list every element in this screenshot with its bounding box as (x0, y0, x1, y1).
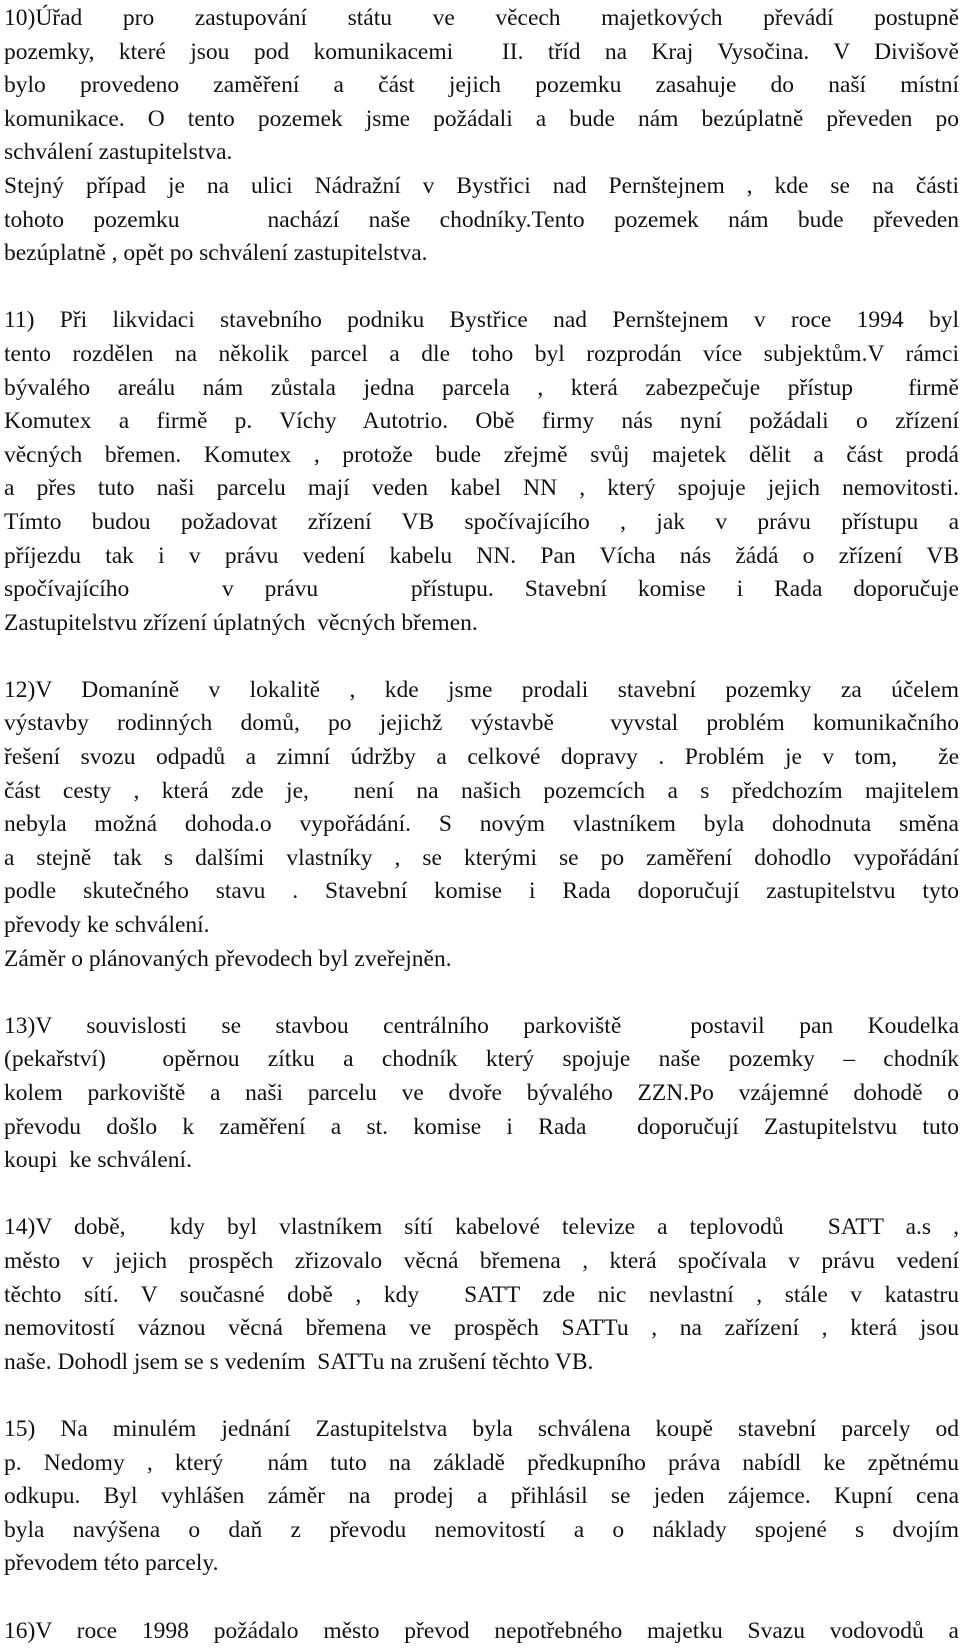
text-line: a stejně tak s dalšími vlastníky , se kterými se po zaměření dohodlo vypořádání (4, 844, 959, 871)
paragraph-item-10 (4, 2, 959, 271)
paragraph-spacer (4, 1581, 959, 1615)
text-line: Záměr o plánovaných převodech byl zveřejněn. (4, 945, 452, 972)
text-line: řešení svozu odpadů a zimní údržby a celkové dopravy . Problém je v tom, že (4, 744, 959, 771)
text-line: bývalého areálu nám zůstala jedna parcela , která zabezpečuje přístup firmě (4, 374, 959, 401)
paragraph-spacer (4, 1178, 959, 1212)
paragraph-item-13 (4, 1010, 959, 1178)
text-line: naše. Dohodl jsem se s vedením SATTu na zrušení těchto VB. (4, 1348, 594, 1375)
paragraph-item-14 (4, 1211, 959, 1379)
text-line: koupi ke schválení. (4, 1147, 192, 1174)
text-line: pozemky, které jsou pod komunikacemi II. tříd na Kraj Vysočina. V Divišově (4, 38, 959, 65)
text-line: nebyla možná dohoda.o vypořádání. S novým vlastníkem byla dohodnuta směna (4, 811, 959, 838)
text-line: 16)V roce 1998 požádalo město převod nepotřebného majetku Svazu vodovodů a (4, 1617, 959, 1644)
text-line: příjezdu tak i v právu vedení kabelu NN. Pan Vícha nás žádá o zřízení VB (4, 542, 959, 569)
paragraph-item-15 (4, 1413, 959, 1581)
text-line: tento rozdělen na několik parcel a dle toho byl rozprodán více subjektům.V rámci (4, 340, 959, 367)
text-line: podle skutečného stavu . Stavební komise i Rada doporučují zastupitelstvu tyto (4, 878, 959, 905)
text-line: tohoto pozemku nachází naše chodníky.Tento pozemek nám bude převeden (4, 206, 959, 233)
paragraph-spacer (4, 640, 959, 674)
text-line: Tímto budou požadovat zřízení VB spočívajícího , jak v právu přístupu a (4, 508, 959, 535)
text-line: Komutex a firmě p. Víchy Autotrio. Obě firmy nás nyní požádali o zřízení (4, 408, 959, 435)
text-line: nemovitostí váznou věcná břemena ve prospěch SATTu , na zařízení , která jsou (4, 1315, 959, 1342)
paragraph-spacer (4, 1379, 959, 1413)
text-line: 10)Úřad pro zastupování státu ve věcech majetkových převádí postupně (4, 5, 959, 31)
text-line: 15) Na minulém jednání Zastupitelstva byla schválena koupě stavební parcely od (4, 1415, 959, 1442)
text-line: spočívajícího v právu přístupu. Stavební komise i Rada doporučuje (4, 576, 959, 603)
text-line: 11) Při likvidaci stavebního podniku Bystřice nad Pernštejnem v roce 1994 byl (4, 307, 959, 334)
text-line: 14)V době, kdy byl vlastníkem sítí kabelové televize a teplovodů SATT a.s , (4, 1214, 959, 1241)
text-line: Zastupitelstvu zřízení úplatných věcných břemen. (4, 609, 478, 636)
text-line: bylo provedeno zaměření a část jejich pozemku zasahuje do naší místní (4, 72, 959, 99)
paragraph-spacer (4, 271, 959, 305)
text-line: část cesty , která zde je, není na našich pozemcích a s předchozím majitelem (4, 777, 959, 804)
text-line: kolem parkoviště a naši parcelu ve dvoře bývalého ZZN.Po vzájemné dohodě o (4, 1080, 959, 1106)
text-line: bezúplatně , opět po schválení zastupitelstva. (4, 240, 428, 267)
text-line: odkupu. Byl vyhlášen záměr na prodej a přihlásil se jeden zájemce. Kupní cena (4, 1483, 959, 1510)
text-line: a přes tuto naši parcelu mají veden kabel NN , který spojuje jejich nemovitosti. (4, 475, 959, 502)
text-line: p. Nedomy , který nám tuto na základě předkupního práva nabídl ke zpětnému (4, 1449, 959, 1476)
text-line: schválení zastupitelstva. (4, 139, 233, 166)
text-line: věcných břemen. Komutex , protože bude zřejmě svůj majetek dělit a část prodá (4, 441, 959, 468)
text-line: 13)V souvislosti se stavbou centrálního parkoviště postavil pan Koudelka (4, 1012, 959, 1039)
paragraph-spacer (4, 976, 959, 1010)
text-line: město v jejich prospěch zřizovalo věcná břemena , která spočívala v právu vedení (4, 1247, 959, 1274)
text-line: (pekařství) opěrnou zítku a chodník který spojuje naše pozemky – chodník (4, 1046, 959, 1073)
text-line: těchto sítí. V současné době , kdy SATT zde nic nevlastní , stále v katastru (4, 1281, 959, 1308)
text-line: výstavby rodinných domů, po jejichž výstavbě vyvstal problém komunikačního (4, 710, 959, 737)
paragraph-item-12 (4, 674, 959, 976)
text-line: převodem této parcely. (4, 1550, 219, 1577)
text-line: převodu došlo k zaměření a st. komise i Rada doporučují Zastupitelstvu tuto (4, 1113, 959, 1140)
paragraph-item-16 (4, 1615, 959, 1648)
text-line: převody ke schválení. (4, 912, 210, 939)
text-line: komunikace. O tento pozemek jsme požádali a bude nám bezúplatně převeden po (4, 105, 959, 132)
paragraph-item-11 (4, 304, 959, 640)
document-page (4, 2, 959, 1648)
text-line: byla navýšena o daň z převodu nemovitostí a o náklady spojené s dvojím (4, 1516, 959, 1543)
text-line: 12)V Domaníně v lokalitě , kde jsme prodali stavební pozemky za účelem (4, 676, 959, 703)
text-line: Stejný případ je na ulici Nádražní v Bystřici nad Pernštejnem , kde se na části (4, 172, 959, 199)
